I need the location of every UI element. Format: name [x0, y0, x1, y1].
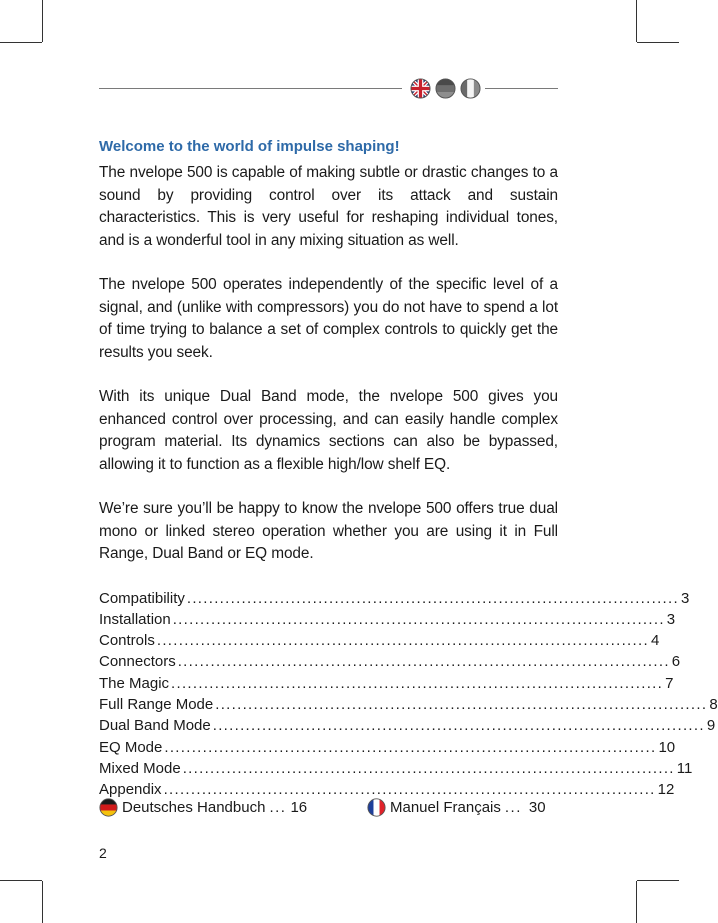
- german-manual-label: Deutsches Handbuch: [122, 799, 266, 816]
- other-manuals: [99, 798, 558, 822]
- crop-mark: [0, 42, 42, 43]
- toc-page: 6: [671, 653, 681, 671]
- toc-label: Mixed Mode: [99, 759, 181, 777]
- french-manual-label: Manuel Français: [390, 799, 501, 816]
- level-paragraph: The nvelope 500 operates independently of the specific level of a signal, and (unlike with compressors) you do not have to spend a lot of time trying to balance a set of complex controls to quickly get the results you seek.: [99, 276, 558, 361]
- toc-leader: ..........................................................................................: [186, 589, 679, 607]
- crop-mark: [637, 880, 679, 881]
- toc-label: Installation: [99, 610, 171, 628]
- toc-label: Full Range Mode: [99, 695, 214, 713]
- toc-page: 11: [676, 759, 693, 777]
- toc-leader: ..........................................................................................: [164, 738, 657, 756]
- french-manual-page: 30: [528, 799, 546, 816]
- french-manual-link[interactable]: [367, 798, 546, 817]
- german-manual-link[interactable]: [99, 798, 307, 817]
- toc-entry[interactable]: [99, 609, 676, 630]
- toc-leader: ..........................................................................................: [177, 653, 670, 671]
- german-manual-page: 16: [290, 799, 308, 816]
- toc-entry[interactable]: [99, 630, 660, 651]
- toc-page: 10: [658, 738, 676, 756]
- toc-leader: ..........................................................................................: [163, 781, 656, 799]
- toc-entry[interactable]: [99, 694, 718, 715]
- toc-entry[interactable]: [99, 673, 674, 694]
- crop-mark: [637, 42, 679, 43]
- toc-page: 3: [666, 610, 676, 628]
- toc-entry[interactable]: [99, 588, 690, 609]
- language-selector: [410, 78, 480, 98]
- toc-label: EQ Mode: [99, 738, 163, 756]
- crop-mark: [636, 0, 637, 42]
- toc-label: Controls: [99, 632, 155, 650]
- crop-mark: [0, 880, 42, 881]
- header-rule-right: [485, 88, 558, 89]
- toc-page: 12: [657, 781, 675, 799]
- page-number: 2: [99, 845, 107, 861]
- german-flag-icon[interactable]: [435, 78, 456, 99]
- page-title: Welcome to the world of impulse shaping!: [99, 138, 400, 155]
- toc-leader: ..........................................................................................: [172, 610, 665, 628]
- toc-leader: ..........................................................................................: [171, 674, 664, 692]
- toc-leader: ..........................................................................................: [182, 759, 675, 777]
- toc-page: 7: [665, 674, 674, 692]
- intro-paragraph: The nvelope 500 is capable of making subtle or drastic changes to a sound by providing control over its attack and sustain characteristics. This is very useful for reshaping individual tones, and is a wonderful tool in any mixing situation as well.: [99, 164, 558, 249]
- german-flag-icon: [99, 798, 118, 817]
- toc-leader: ...: [269, 799, 287, 816]
- toc-label: The Magic: [99, 674, 170, 692]
- toc-leader: ...: [504, 799, 522, 816]
- crop-mark: [42, 881, 43, 923]
- uk-flag-icon[interactable]: [410, 78, 431, 99]
- crop-mark: [636, 881, 637, 923]
- toc-label: Dual Band Mode: [99, 717, 211, 735]
- header-rule-left: [99, 88, 402, 89]
- table-of-contents: [99, 588, 718, 801]
- crop-mark: [42, 0, 43, 42]
- toc-page: 9: [706, 717, 716, 735]
- stereo-paragraph: We’re sure you’ll be happy to know the nvelope 500 offers true dual mono or linked stereo operation whether you are using it in Full Range, Dual Band or EQ mode.: [99, 500, 558, 562]
- main-content: [99, 136, 718, 800]
- toc-page: 8: [709, 695, 718, 713]
- toc-entry[interactable]: [99, 651, 681, 672]
- french-flag-icon[interactable]: [460, 78, 481, 99]
- toc-entry[interactable]: [99, 715, 716, 736]
- toc-page: 3: [680, 589, 690, 607]
- french-flag-icon: [367, 798, 386, 817]
- toc-entry[interactable]: [99, 737, 676, 758]
- toc-label: Compatibility: [99, 589, 185, 607]
- dual-band-paragraph: With its unique Dual Band mode, the nvelope 500 gives you enhanced control over processing, and can easily handle complex program material. Its dynamics sections can also be bypassed, allowing it to function as a flexible high/low shelf EQ.: [99, 388, 558, 473]
- toc-leader: ..........................................................................................: [212, 717, 705, 735]
- toc-entry[interactable]: [99, 758, 693, 779]
- toc-leader: ..........................................................................................: [156, 632, 649, 650]
- toc-leader: ..........................................................................................: [215, 695, 708, 713]
- toc-label: Appendix: [99, 781, 162, 799]
- toc-page: 4: [650, 632, 660, 650]
- toc-label: Connectors: [99, 653, 176, 671]
